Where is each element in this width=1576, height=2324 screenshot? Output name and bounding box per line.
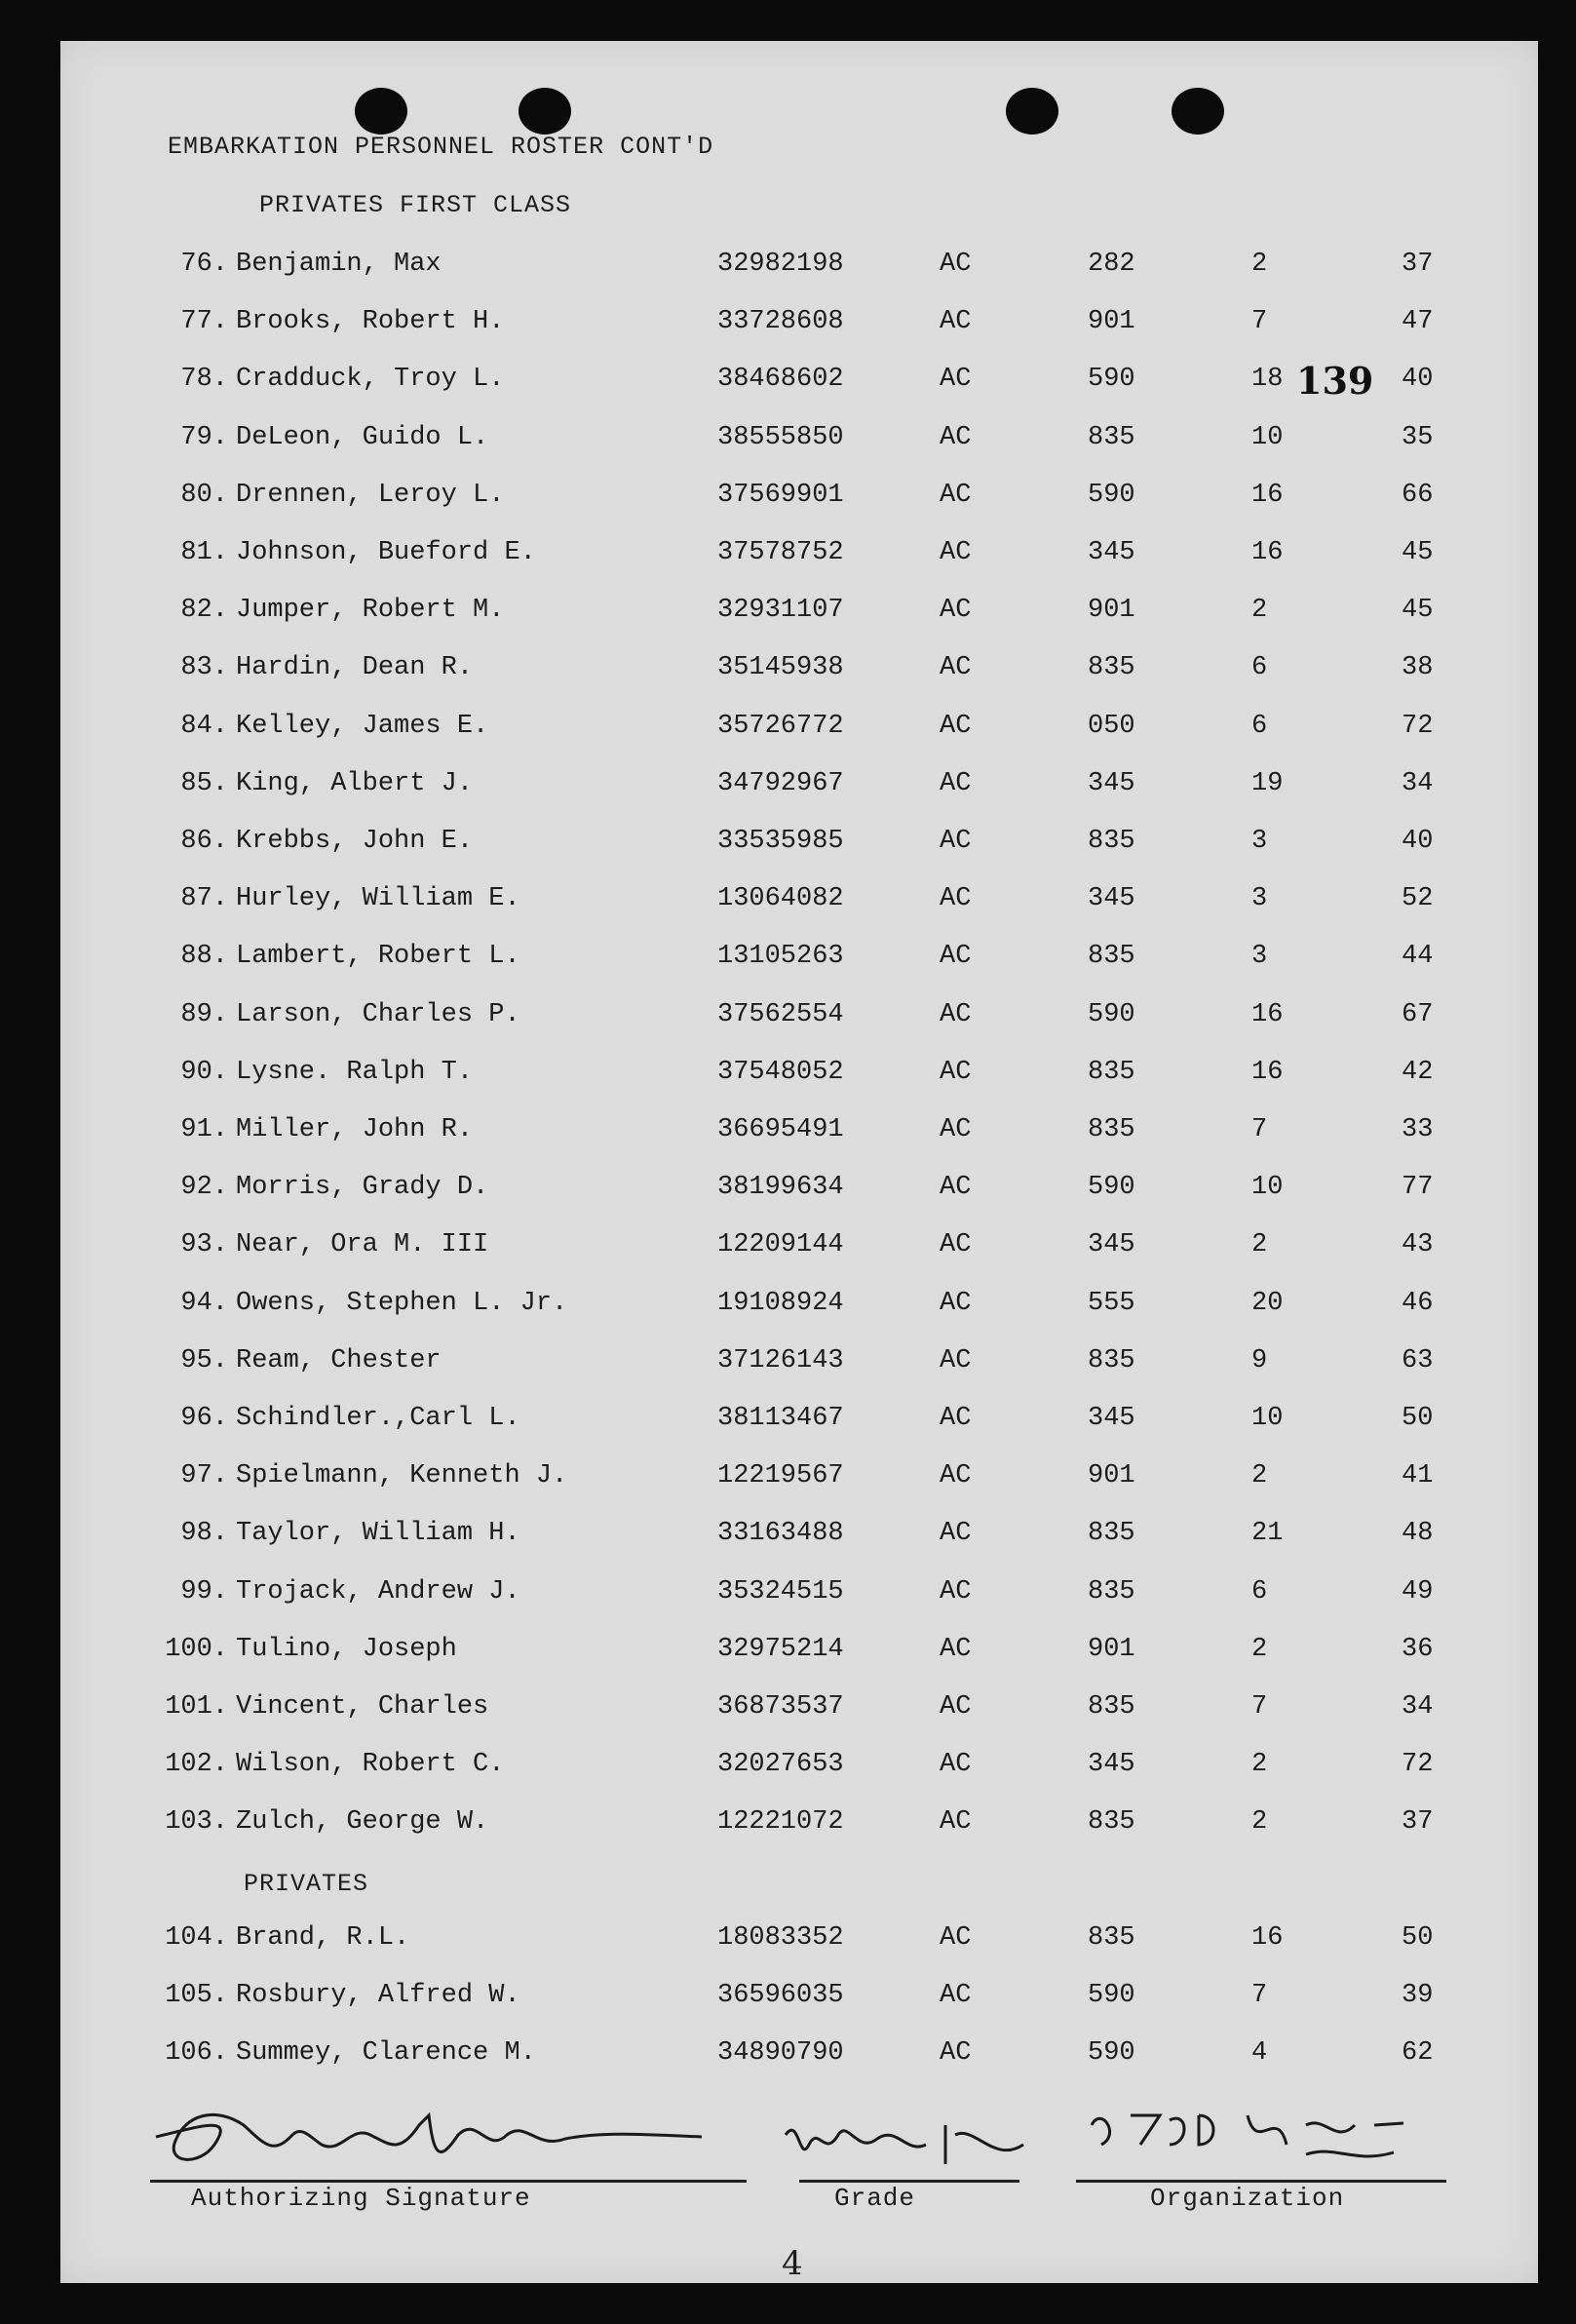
serial-number: 12219567 xyxy=(717,1461,844,1491)
roster-title: EMBARKATION PERSONNEL ROSTER CONT'D xyxy=(168,133,714,161)
person-name: Taylor, William H. xyxy=(236,1519,520,1549)
arm-of-service: AC xyxy=(940,1461,972,1491)
row-number: 88. xyxy=(180,942,228,972)
table-row xyxy=(0,769,1576,808)
service-value: 3 xyxy=(1251,827,1268,856)
person-name: Ream, Chester xyxy=(236,1345,442,1375)
service-value: 16 xyxy=(1251,999,1284,1029)
age-value: 39 xyxy=(1402,1981,1434,2010)
table-row xyxy=(0,1750,1576,1789)
serial-number: 38113467 xyxy=(717,1404,844,1433)
table-row xyxy=(0,1173,1576,1212)
page-stamp-number: 139 xyxy=(1296,359,1374,403)
row-number: 105. xyxy=(165,1981,228,2010)
arm-of-service: AC xyxy=(940,422,972,452)
mos-code: 345 xyxy=(1088,538,1135,567)
service-value: 2 xyxy=(1251,1634,1268,1664)
age-value: 43 xyxy=(1402,1230,1434,1260)
service-value: 21 xyxy=(1251,1519,1284,1549)
arm-of-service: AC xyxy=(940,1981,972,2010)
serial-number: 33728608 xyxy=(717,307,844,337)
serial-number: 36873537 xyxy=(717,1692,844,1722)
authorizing-signature xyxy=(146,2096,711,2183)
arm-of-service: AC xyxy=(940,538,972,567)
arm-of-service: AC xyxy=(940,653,972,683)
age-value: 47 xyxy=(1402,307,1434,337)
row-number: 78. xyxy=(180,365,228,395)
mos-code: 901 xyxy=(1088,596,1135,626)
table-row xyxy=(0,1807,1576,1846)
mos-code: 345 xyxy=(1088,884,1135,914)
arm-of-service: AC xyxy=(940,480,972,510)
person-name: Wilson, Robert C. xyxy=(236,1750,505,1780)
service-value: 2 xyxy=(1251,596,1268,626)
age-value: 41 xyxy=(1402,1461,1434,1491)
mos-code: 345 xyxy=(1088,1404,1135,1433)
mos-code: 590 xyxy=(1088,1173,1135,1203)
punch-hole xyxy=(355,88,407,135)
age-value: 49 xyxy=(1402,1576,1434,1607)
age-value: 50 xyxy=(1402,1922,1434,1953)
table-row xyxy=(0,481,1576,520)
arm-of-service: AC xyxy=(940,1404,972,1433)
arm-of-service: AC xyxy=(940,1576,972,1607)
age-value: 34 xyxy=(1402,768,1434,798)
mos-code: 345 xyxy=(1088,768,1135,798)
table-row xyxy=(0,1461,1576,1500)
service-value: 6 xyxy=(1251,711,1268,741)
serial-number: 12209144 xyxy=(717,1230,844,1260)
organization-label: Organization xyxy=(1150,2184,1345,2213)
person-name: Krebbs, John E. xyxy=(236,827,474,856)
service-value: 2 xyxy=(1251,1750,1268,1780)
age-value: 48 xyxy=(1402,1519,1434,1549)
arm-of-service: AC xyxy=(940,1519,972,1549)
table-row xyxy=(0,1404,1576,1443)
serial-number: 35726772 xyxy=(717,711,844,741)
table-row xyxy=(0,365,1576,404)
age-value: 37 xyxy=(1402,1807,1434,1838)
person-name: Miller, John R. xyxy=(236,1115,474,1144)
table-row xyxy=(0,1635,1576,1674)
serial-number: 32975214 xyxy=(717,1634,844,1664)
service-value: 10 xyxy=(1251,422,1284,452)
authorizing-signature-label: Authorizing Signature xyxy=(191,2184,531,2213)
organization-handwriting xyxy=(1082,2096,1433,2183)
arm-of-service: AC xyxy=(940,1345,972,1375)
age-value: 52 xyxy=(1402,884,1434,914)
age-value: 37 xyxy=(1402,250,1434,279)
serial-number: 38555850 xyxy=(717,422,844,452)
table-row xyxy=(0,1519,1576,1558)
person-name: Benjamin, Max xyxy=(236,250,442,279)
row-number: 84. xyxy=(180,711,228,741)
age-value: 42 xyxy=(1402,1057,1434,1087)
table-row xyxy=(0,1981,1576,2020)
person-name: Near, Ora M. III xyxy=(236,1230,489,1260)
mos-code: 590 xyxy=(1088,1981,1135,2010)
section-heading: PRIVATES FIRST CLASS xyxy=(259,191,572,219)
age-value: 45 xyxy=(1402,596,1434,626)
arm-of-service: AC xyxy=(940,365,972,395)
row-number: 81. xyxy=(180,538,228,567)
age-value: 33 xyxy=(1402,1115,1434,1144)
table-row xyxy=(0,653,1576,692)
mos-code: 835 xyxy=(1088,422,1135,452)
row-number: 86. xyxy=(180,827,228,856)
person-name: Owens, Stephen L. Jr. xyxy=(236,1288,568,1318)
table-row xyxy=(0,1346,1576,1385)
service-value: 16 xyxy=(1251,1057,1284,1087)
row-number: 106. xyxy=(165,2038,228,2069)
service-value: 3 xyxy=(1251,884,1268,914)
row-number: 96. xyxy=(180,1404,228,1433)
grade-line xyxy=(799,2180,1019,2183)
row-number: 98. xyxy=(180,1519,228,1549)
serial-number: 13064082 xyxy=(717,884,844,914)
service-value: 7 xyxy=(1251,1115,1268,1144)
service-value: 9 xyxy=(1251,1345,1268,1375)
serial-number: 35145938 xyxy=(717,653,844,683)
age-value: 66 xyxy=(1402,480,1434,510)
person-name: Hurley, William E. xyxy=(236,884,520,914)
row-number: 79. xyxy=(180,422,228,452)
age-value: 38 xyxy=(1402,653,1434,683)
row-number: 104. xyxy=(165,1922,228,1953)
arm-of-service: AC xyxy=(940,1288,972,1318)
row-number: 77. xyxy=(180,307,228,337)
table-row xyxy=(0,1000,1576,1039)
organization-line xyxy=(1076,2180,1446,2183)
service-value: 10 xyxy=(1251,1404,1284,1433)
serial-number: 38199634 xyxy=(717,1173,844,1203)
serial-number: 37569901 xyxy=(717,480,844,510)
person-name: Johnson, Bueford E. xyxy=(236,538,536,567)
row-number: 92. xyxy=(180,1173,228,1203)
age-value: 40 xyxy=(1402,365,1434,395)
serial-number: 37578752 xyxy=(717,538,844,567)
serial-number: 13105263 xyxy=(717,942,844,972)
service-value: 16 xyxy=(1251,538,1284,567)
row-number: 76. xyxy=(180,250,228,279)
service-value: 2 xyxy=(1251,1807,1268,1838)
mos-code: 590 xyxy=(1088,2038,1135,2069)
age-value: 36 xyxy=(1402,1634,1434,1664)
grade-label: Grade xyxy=(834,2184,916,2213)
person-name: Trojack, Andrew J. xyxy=(236,1576,520,1607)
person-name: Drennen, Leroy L. xyxy=(236,480,505,510)
service-value: 20 xyxy=(1251,1288,1284,1318)
serial-number: 19108924 xyxy=(717,1288,844,1318)
service-value: 2 xyxy=(1251,1461,1268,1491)
serial-number: 36695491 xyxy=(717,1115,844,1144)
service-value: 16 xyxy=(1251,480,1284,510)
mos-code: 282 xyxy=(1088,250,1135,279)
person-name: King, Albert J. xyxy=(236,768,474,798)
arm-of-service: AC xyxy=(940,1634,972,1664)
arm-of-service: AC xyxy=(940,711,972,741)
service-value: 7 xyxy=(1251,307,1268,337)
table-row xyxy=(0,596,1576,635)
person-name: Larson, Charles P. xyxy=(236,999,520,1029)
mos-code: 835 xyxy=(1088,1807,1135,1838)
mos-code: 835 xyxy=(1088,1576,1135,1607)
table-row xyxy=(0,1230,1576,1269)
serial-number: 32982198 xyxy=(717,250,844,279)
row-number: 103. xyxy=(165,1807,228,1838)
table-row xyxy=(0,2038,1576,2077)
service-value: 16 xyxy=(1251,1922,1284,1953)
service-value: 7 xyxy=(1251,1981,1268,2010)
table-row xyxy=(0,250,1576,289)
person-name: Lambert, Robert L. xyxy=(236,942,520,972)
row-number: 85. xyxy=(180,768,228,798)
person-name: Kelley, James E. xyxy=(236,711,489,741)
service-value: 7 xyxy=(1251,1692,1268,1722)
row-number: 80. xyxy=(180,480,228,510)
mos-code: 835 xyxy=(1088,1057,1135,1087)
mos-code: 590 xyxy=(1088,365,1135,395)
row-number: 102. xyxy=(165,1750,228,1780)
page-number: 4 xyxy=(782,2244,803,2283)
serial-number: 33535985 xyxy=(717,827,844,856)
signature-line xyxy=(150,2180,747,2183)
mos-code: 835 xyxy=(1088,1519,1135,1549)
mos-code: 835 xyxy=(1088,827,1135,856)
serial-number: 34792967 xyxy=(717,768,844,798)
table-row xyxy=(0,1923,1576,1962)
age-value: 72 xyxy=(1402,711,1434,741)
arm-of-service: AC xyxy=(940,999,972,1029)
age-value: 44 xyxy=(1402,942,1434,972)
person-name: Schindler.,Carl L. xyxy=(236,1404,520,1433)
arm-of-service: AC xyxy=(940,884,972,914)
age-value: 67 xyxy=(1402,999,1434,1029)
service-value: 2 xyxy=(1251,250,1268,279)
arm-of-service: AC xyxy=(940,1115,972,1144)
person-name: Tulino, Joseph xyxy=(236,1634,457,1664)
person-name: Summey, Clarence M. xyxy=(236,2038,536,2069)
serial-number: 35324515 xyxy=(717,1576,844,1607)
serial-number: 37548052 xyxy=(717,1057,844,1087)
serial-number: 12221072 xyxy=(717,1807,844,1838)
table-row xyxy=(0,712,1576,751)
table-row xyxy=(0,538,1576,577)
service-value: 2 xyxy=(1251,1230,1268,1260)
person-name: Hardin, Dean R. xyxy=(236,653,474,683)
arm-of-service: AC xyxy=(940,768,972,798)
person-name: Lysne. Ralph T. xyxy=(236,1057,474,1087)
serial-number: 18083352 xyxy=(717,1922,844,1953)
age-value: 40 xyxy=(1402,827,1434,856)
mos-code: 835 xyxy=(1088,1115,1135,1144)
person-name: Rosbury, Alfred W. xyxy=(236,1981,520,2010)
row-number: 83. xyxy=(180,653,228,683)
table-row xyxy=(0,1058,1576,1097)
arm-of-service: AC xyxy=(940,250,972,279)
table-row xyxy=(0,827,1576,866)
serial-number: 34890790 xyxy=(717,2038,844,2069)
arm-of-service: AC xyxy=(940,942,972,972)
mos-code: 590 xyxy=(1088,999,1135,1029)
row-number: 87. xyxy=(180,884,228,914)
person-name: Cradduck, Troy L. xyxy=(236,365,505,395)
table-row xyxy=(0,942,1576,981)
age-value: 35 xyxy=(1402,422,1434,452)
arm-of-service: AC xyxy=(940,1750,972,1780)
mos-code: 555 xyxy=(1088,1288,1135,1318)
row-number: 97. xyxy=(180,1461,228,1491)
row-number: 89. xyxy=(180,999,228,1029)
service-value: 3 xyxy=(1251,942,1268,972)
person-name: Zulch, George W. xyxy=(236,1807,489,1838)
mos-code: 835 xyxy=(1088,1345,1135,1375)
row-number: 95. xyxy=(180,1345,228,1375)
row-number: 93. xyxy=(180,1230,228,1260)
age-value: 77 xyxy=(1402,1173,1434,1203)
table-row xyxy=(0,307,1576,346)
section-heading: PRIVATES xyxy=(244,1869,369,1898)
row-number: 101. xyxy=(165,1692,228,1722)
service-value: 18 xyxy=(1251,365,1284,395)
row-number: 99. xyxy=(180,1576,228,1607)
row-number: 91. xyxy=(180,1115,228,1144)
serial-number: 36596035 xyxy=(717,1981,844,2010)
service-value: 6 xyxy=(1251,1576,1268,1607)
mos-code: 590 xyxy=(1088,480,1135,510)
age-value: 72 xyxy=(1402,1750,1434,1780)
table-row xyxy=(0,1577,1576,1616)
mos-code: 835 xyxy=(1088,1922,1135,1953)
person-name: Morris, Grady D. xyxy=(236,1173,489,1203)
serial-number: 32027653 xyxy=(717,1750,844,1780)
punch-hole xyxy=(519,88,571,135)
grade-handwriting xyxy=(780,2106,1072,2179)
serial-number: 37126143 xyxy=(717,1345,844,1375)
arm-of-service: AC xyxy=(940,307,972,337)
age-value: 62 xyxy=(1402,2038,1434,2069)
table-row xyxy=(0,423,1576,462)
serial-number: 33163488 xyxy=(717,1519,844,1549)
punch-hole xyxy=(1172,88,1224,135)
age-value: 50 xyxy=(1402,1404,1434,1433)
row-number: 82. xyxy=(180,596,228,626)
mos-code: 901 xyxy=(1088,1634,1135,1664)
serial-number: 32931107 xyxy=(717,596,844,626)
age-value: 34 xyxy=(1402,1692,1434,1722)
table-row xyxy=(0,1289,1576,1328)
punch-hole xyxy=(1006,88,1058,135)
row-number: 100. xyxy=(165,1634,228,1664)
table-row xyxy=(0,1115,1576,1154)
person-name: Spielmann, Kenneth J. xyxy=(236,1461,568,1491)
arm-of-service: AC xyxy=(940,1230,972,1260)
mos-code: 835 xyxy=(1088,942,1135,972)
person-name: Brand, R.L. xyxy=(236,1922,410,1953)
table-row xyxy=(0,884,1576,923)
mos-code: 835 xyxy=(1088,653,1135,683)
arm-of-service: AC xyxy=(940,1692,972,1722)
service-value: 10 xyxy=(1251,1173,1284,1203)
mos-code: 901 xyxy=(1088,1461,1135,1491)
age-value: 63 xyxy=(1402,1345,1434,1375)
mos-code: 345 xyxy=(1088,1750,1135,1780)
serial-number: 37562554 xyxy=(717,999,844,1029)
person-name: Brooks, Robert H. xyxy=(236,307,505,337)
mos-code: 835 xyxy=(1088,1692,1135,1722)
mos-code: 050 xyxy=(1088,711,1135,741)
row-number: 90. xyxy=(180,1057,228,1087)
arm-of-service: AC xyxy=(940,2038,972,2069)
row-number: 94. xyxy=(180,1288,228,1318)
service-value: 6 xyxy=(1251,653,1268,683)
serial-number: 38468602 xyxy=(717,365,844,395)
arm-of-service: AC xyxy=(940,1057,972,1087)
service-value: 4 xyxy=(1251,2038,1268,2069)
arm-of-service: AC xyxy=(940,1922,972,1953)
service-value: 19 xyxy=(1251,768,1284,798)
arm-of-service: AC xyxy=(940,827,972,856)
person-name: Vincent, Charles xyxy=(236,1692,489,1722)
mos-code: 345 xyxy=(1088,1230,1135,1260)
age-value: 46 xyxy=(1402,1288,1434,1318)
person-name: DeLeon, Guido L. xyxy=(236,422,489,452)
arm-of-service: AC xyxy=(940,1807,972,1838)
age-value: 45 xyxy=(1402,538,1434,567)
mos-code: 901 xyxy=(1088,307,1135,337)
person-name: Jumper, Robert M. xyxy=(236,596,505,626)
arm-of-service: AC xyxy=(940,596,972,626)
arm-of-service: AC xyxy=(940,1173,972,1203)
table-row xyxy=(0,1692,1576,1731)
